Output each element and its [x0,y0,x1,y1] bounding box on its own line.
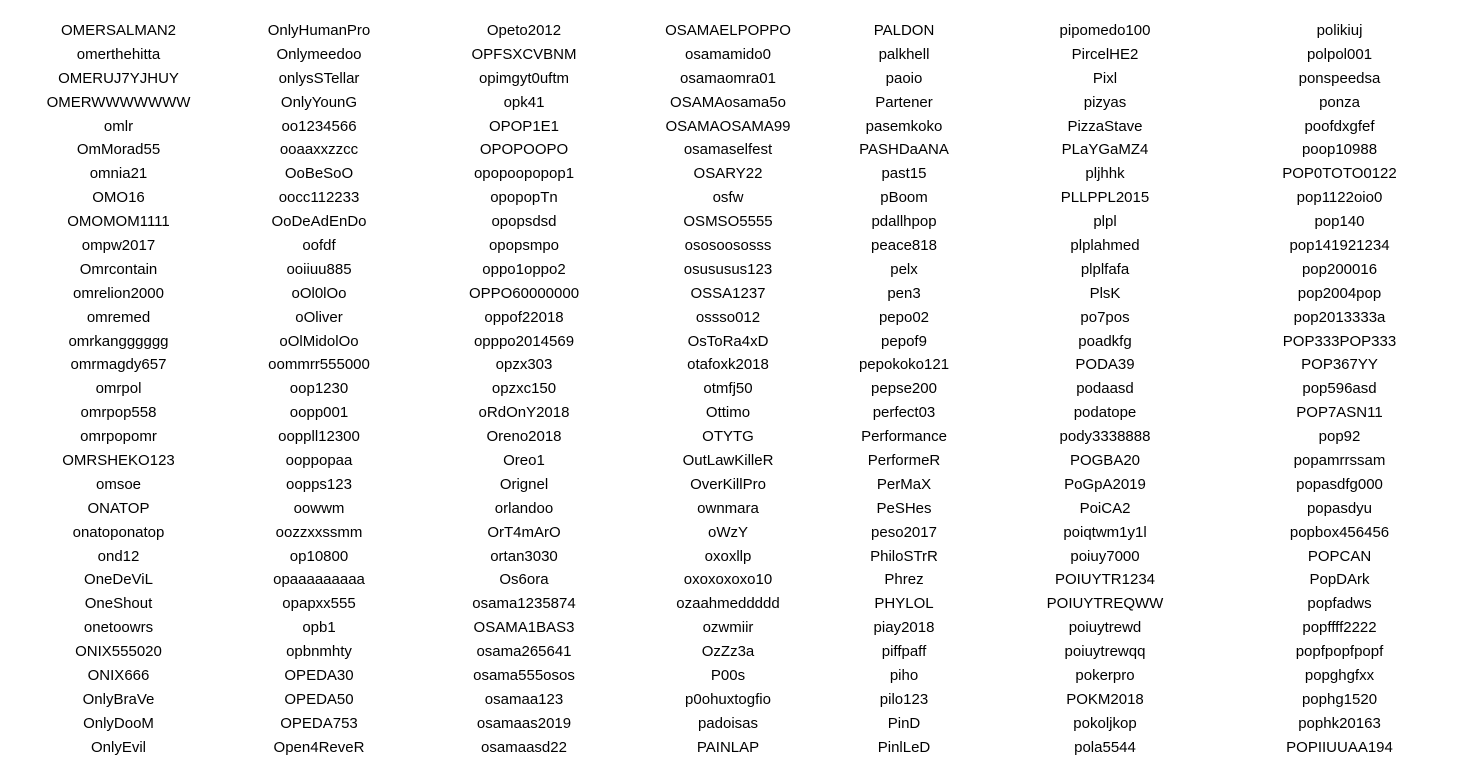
username-cell: popghgfxx [1304,667,1375,685]
username-cell: piffpaff [881,643,927,661]
username-cell: omrpol [95,380,142,398]
username-cell: OnlyEvil [90,738,146,756]
username-cell: oOliver [295,308,343,326]
username-cell: ownmara [697,499,759,517]
username-cell: op10800 [289,547,349,565]
username-column [401,19,647,760]
username-cell: oowwm [293,499,345,517]
username-cell: oOl0lOo [291,284,347,302]
username-cell: opaaaaaaaaa [273,571,365,589]
username-cell: osama1235874 [472,595,576,613]
username-cell: POIUYTREQWW [1046,595,1164,613]
username-cell: OoDeAdEnDo [271,213,367,231]
username-cell: opopsdsd [491,213,557,231]
username-cell: Phrez [884,571,924,589]
username-cell: omrpop558 [80,404,157,422]
username-column [1211,19,1468,760]
username-cell: omrelion2000 [73,284,164,302]
username-cell: OPFSXCVBNM [471,45,577,63]
username-cell: Oreno2018 [486,428,562,446]
username-cell: plplfafa [1080,260,1130,278]
username-cell: P00s [710,667,746,685]
username-cell: onlysSTellar [278,69,360,87]
username-cell: osamaasd22 [481,738,567,756]
username-column [0,19,237,760]
username-cell: OnlyYounG [280,93,358,111]
username-cell: onetoowrs [83,619,154,637]
username-cell: POKM2018 [1066,690,1144,708]
username-cell: omremed [86,308,151,326]
username-cell: OSARY22 [693,165,763,183]
username-cell: poiuy7000 [1070,547,1140,565]
username-cell: OrT4mArO [487,523,561,541]
username-cell: POP7ASN11 [1296,404,1383,422]
username-cell: osamaas2019 [476,714,572,732]
username-cell: oopp001 [289,404,349,422]
username-cell: oofdf [302,237,336,255]
username-cell: ompw2017 [81,237,156,255]
username-cell: pop140 [1314,213,1365,231]
username-cell: poiuytrewqq [1064,643,1146,661]
username-cell: OverKillPro [690,475,766,493]
username-cell: Onlymeedoo [276,45,362,63]
username-cell: oOlMidolOo [279,332,359,350]
username-cell: OPEDA30 [284,667,354,685]
username-cell: Performance [861,428,947,446]
username-cell: OoBeSoO [284,165,354,183]
username-cell: opzx303 [495,356,553,374]
username-cell: opppo2014569 [473,332,575,350]
username-cell: oocc112233 [278,189,360,207]
username-cell: pokerpro [1075,667,1135,685]
username-cell: PoGpA2019 [1064,475,1146,493]
username-cell: ozwmiir [702,619,754,637]
username-cell: ooppll12300 [278,428,360,446]
username-cell: omnia21 [89,165,148,183]
username-cell: pop92 [1318,428,1361,446]
username-cell: omrpopomr [80,428,157,446]
username-cell: omsoe [95,475,142,493]
username-cell: PHYLOL [874,595,934,613]
username-cell: PhiloSTrR [870,547,938,565]
username-cell: peso2017 [871,523,937,541]
username-cell: pop596asd [1302,380,1377,398]
username-cell: polpol001 [1306,45,1373,63]
username-cell: osamamido0 [685,45,771,63]
username-cell: OSSA1237 [690,284,766,302]
username-cell: PircelHE2 [1071,45,1139,63]
username-cell: osamaselfest [683,141,773,159]
username-cell: pepo02 [878,308,930,326]
username-column [647,19,809,760]
username-cell: Omrcontain [79,260,158,278]
username-cell: po7pos [1080,308,1130,326]
username-cell: OPPO60000000 [468,284,580,302]
username-cell: popbox456456 [1289,523,1390,541]
username-cell: pasemkoko [865,117,943,135]
username-cell: PinD [887,714,921,732]
username-cell: popffff2222 [1302,619,1377,637]
username-cell: PopDArk [1309,571,1370,589]
username-cell: Os6ora [499,571,549,589]
username-cell: pepokoko121 [858,356,950,374]
username-cell: opb1 [302,619,336,637]
username-cell: Orignel [499,475,549,493]
username-cell: oxoxoxoxo10 [683,571,773,589]
username-cell: past15 [881,165,927,183]
username-cell: popamrrssam [1293,452,1386,470]
username-cell: OMERWWWWWWW [46,93,191,111]
username-cell: OneDeViL [84,571,153,589]
username-cell: pola5544 [1074,738,1136,756]
username-cell: oWzY [707,523,748,541]
username-cell: osususus123 [683,260,773,278]
username-cell: oopps123 [286,475,352,493]
username-cell: opzxc150 [491,380,557,398]
username-cell: oo1234566 [281,117,357,135]
username-cell: pophk20163 [1298,714,1381,732]
username-cell: popfpopfpopf [1295,643,1384,661]
username-cell: ONIX555020 [75,643,162,661]
username-cell: plplahmed [1070,237,1140,255]
username-cell: pop2004pop [1297,284,1382,302]
username-cell: otafoxk2018 [687,356,769,374]
username-cell: osamaomra01 [680,69,776,87]
username-cell: POP0TOTO0122 [1282,165,1397,183]
username-cell: ONIX666 [87,667,150,685]
username-cell: plpl [1093,213,1117,231]
username-cell: opbnmhty [286,643,352,661]
username-cell: poadkfg [1078,332,1132,350]
username-cell: oppof22018 [484,308,564,326]
username-cell: OSAMAosama5o [670,93,786,111]
username-cell: pophg1520 [1301,690,1378,708]
username-cell: PinlLeD [877,738,931,756]
username-cell: popasdyu [1306,499,1373,517]
username-cell: osama555osos [473,667,575,685]
username-cell: ooaaxxzzcc [279,141,359,159]
username-cell: PlsK [1089,284,1121,302]
username-cell: pizyas [1083,93,1127,111]
username-cell: ponspeedsa [1298,69,1381,87]
username-cell: paoio [885,69,923,87]
username-cell: ponza [1319,93,1360,111]
username-cell: PerformeR [867,452,941,470]
username-cell: POIUYTR1234 [1054,571,1156,589]
username-cell: POPCAN [1307,547,1372,565]
username-cell: OutLawKilleR [682,452,774,470]
username-column [999,19,1211,760]
username-cell: PODA39 [1075,356,1135,374]
username-cell: pop2013333a [1293,308,1386,326]
username-cell: omrkangggggg [68,332,169,350]
username-cell: ooiiuu885 [286,260,352,278]
username-cell: OmMorad55 [76,141,161,159]
username-cell: Opeto2012 [486,22,562,39]
username-cell: oRdOnY2018 [478,404,570,422]
username-cell: oxoxllp [704,547,752,565]
username-cell: OsToRa4xD [687,332,769,350]
username-cell: OnlyBraVe [82,690,155,708]
username-cell: ososoososss [684,237,772,255]
username-cell: PASHDaANA [859,141,949,159]
username-cell: p0ohuxtogfio [685,690,771,708]
username-cell: omlr [103,117,134,135]
username-cell: ONATOP [87,499,150,517]
username-cell: opopoopopop1 [473,165,575,183]
username-cell: oppo1oppo2 [482,260,566,278]
username-cell: pop200016 [1301,260,1378,278]
username-cell: pody3338888 [1059,428,1151,446]
username-cell: ozaahmeddddd [676,595,780,613]
username-cell: POP367YY [1301,356,1378,374]
username-cell: ond12 [97,547,140,565]
username-cell: PoiCA2 [1079,499,1131,517]
username-cell: pepof9 [881,332,927,350]
username-cell: Ottimo [705,404,751,422]
username-cell: OzZz3a [701,643,755,661]
username-cell: ooppopaa [285,452,353,470]
username-cell: pokoljkop [1073,714,1137,732]
username-cell: osamaa123 [484,690,564,708]
username-cell: OnlyDooM [83,714,154,732]
username-cell: OSAMAELPOPPO [665,22,791,39]
username-cell: POPIIUUAA194 [1286,738,1393,756]
username-cell: poiqtwm1y1l [1063,523,1147,541]
username-cell: pdallhpop [871,213,937,231]
username-cell: oop1230 [289,380,349,398]
username-cell: PALDON [873,22,935,39]
username-cell: oommrr555000 [268,356,370,374]
username-cell: Partener [875,93,933,111]
username-cell: OSMSO5555 [683,213,773,231]
username-cell: poop10988 [1301,141,1378,159]
username-cell: OMOMOM1111 [67,213,170,231]
username-column [237,19,401,760]
username-cell: OPEDA50 [284,690,354,708]
username-cell: PerMaX [876,475,932,493]
username-cell: Open4ReveR [273,738,365,756]
username-cell: PLLPPL2015 [1060,189,1150,207]
username-cell: OMRSHEKO123 [62,452,175,470]
username-cell: pen3 [887,284,921,302]
username-cell: opapxx555 [282,595,356,613]
username-cell: opk41 [503,93,545,111]
username-cell: palkhell [878,45,930,63]
username-cell: perfect03 [872,404,936,422]
username-cell: OMERUJ7YJHUY [58,69,179,87]
username-cell: opopsmpo [488,237,560,255]
username-cell: polikiuj [1316,22,1363,39]
username-cell: omrmagdy657 [70,356,167,374]
username-cell: onatoponatop [72,523,165,541]
username-cell: Oreo1 [503,452,545,470]
username-cell: OnlyHumanPro [267,22,371,39]
username-cell: pipomedo100 [1059,22,1151,39]
username-cell: OMO16 [92,189,145,207]
username-cell: osama265641 [476,643,572,661]
username-cell: OSAMA1BAS3 [473,619,575,637]
username-cell: piay2018 [873,619,935,637]
username-cell: orlandoo [494,499,554,517]
username-cell: PizzaStave [1067,117,1143,135]
username-cell: piho [889,667,919,685]
username-cell: oozzxxssmm [275,523,363,541]
username-cell: ortan3030 [490,547,558,565]
username-column [809,19,999,760]
username-cell: poofdxgfef [1304,117,1375,135]
username-cell: omerthehitta [76,45,161,63]
username-cell: osfw [712,189,744,207]
username-cell: pepse200 [871,380,937,398]
username-cell: popfadws [1307,595,1372,613]
username-cell: OneShout [84,595,153,613]
username-cell: OTYTG [702,428,754,446]
username-cell: pelx [890,260,918,278]
username-cell: popasdfg000 [1296,475,1383,493]
username-cell: POGBA20 [1069,452,1141,470]
username-cell: POP333POP333 [1282,332,1397,350]
username-cell: pBoom [880,189,928,207]
username-cell: Pixl [1092,69,1118,87]
username-cell: peace818 [871,237,937,255]
username-cell: padoisas [697,714,759,732]
username-cell: OPEDA753 [280,714,358,732]
username-cell: opopopTn [490,189,558,207]
username-cell: OPOP1E1 [488,117,560,135]
username-cell: pop141921234 [1289,237,1390,255]
username-grid [0,19,1468,760]
username-cell: podatope [1073,404,1137,422]
username-cell: poiuytrewd [1068,619,1142,637]
username-cell: opimgyt0uftm [478,69,570,87]
username-cell: OPOPOOPO [479,141,569,159]
username-cell: OSAMAOSAMA99 [665,117,791,135]
username-cell: PLaYGaMZ4 [1061,141,1149,159]
username-cell: pop1122oio0 [1296,189,1383,207]
username-cell: pilo123 [879,690,929,708]
username-cell: PAINLAP [696,738,760,756]
username-cell: ossso012 [695,308,761,326]
username-cell: OMERSALMAN2 [60,22,177,39]
username-cell: pljhhk [1085,165,1125,183]
username-cell: PeSHes [876,499,932,517]
username-cell: podaasd [1076,380,1134,398]
username-cell: otmfj50 [703,380,753,398]
